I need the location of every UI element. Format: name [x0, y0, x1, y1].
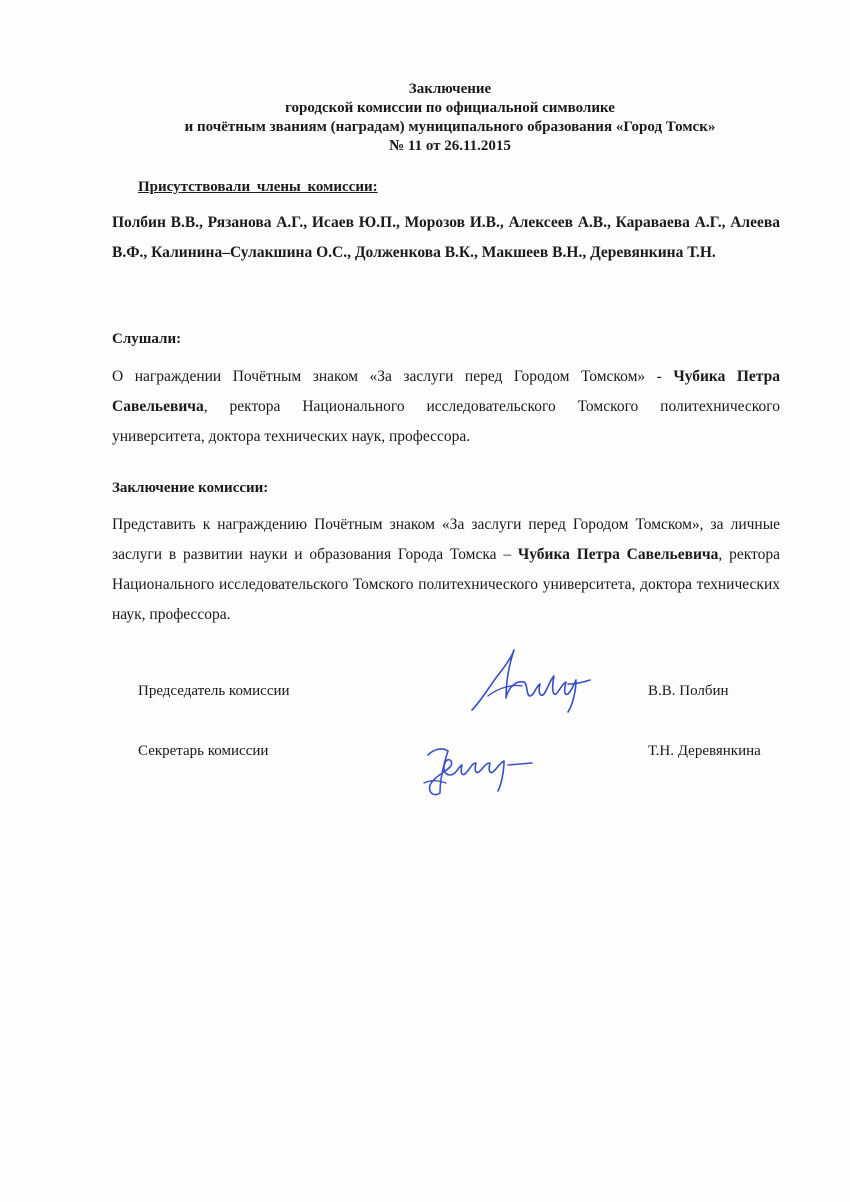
conclusion-title: Заключение комиссии: — [112, 480, 269, 496]
secretary-name: Т.Н. Деревянкина — [648, 743, 761, 759]
present-members-title: Присутствовали члены комиссии: — [138, 179, 378, 195]
conclusion-text-before: Представить к награждению Почётным знаком «За заслуги перед Городом Томском», за личные заслуги в развитии науки и образования Города Томска – — [112, 516, 780, 563]
present-members-list: Полбин В.В., Рязанова А.Г., Исаев Ю.П., Морозов И.В., Алексеев А.В., Караваева А.Г., Алеева В.Ф., Калинина–Сулакшина О.С., Долженкова В.К., Макшеев В.Н., Деревянкина Т.Н. — [112, 214, 780, 261]
secretary-role: Секретарь комиссии — [138, 743, 269, 759]
chair-name: В.В. Полбин — [648, 683, 729, 699]
document-header — [0, 80, 850, 156]
heard-text-before: О награждении Почётным знаком «За заслуги перед Городом Томском» - — [112, 368, 674, 385]
chair-role: Председатель комиссии — [138, 683, 290, 699]
heard-text-after: , ректора Национального исследовательского Томского политехнического университета, доктора технических наук, профессора. — [112, 398, 780, 445]
secretary-signature — [420, 733, 540, 803]
header-municipality: и почётным званиям (наградам) муниципального образования «Город Томск» — [184, 119, 716, 135]
conclusion-awardee-name: Чубика Петра Савельевича — [517, 546, 719, 563]
chair-signature — [468, 640, 593, 720]
header-number-date: № 11 от 26.11.2015 — [389, 138, 511, 154]
heard-paragraph — [112, 362, 780, 452]
heard-awardee-name: Чубика Петра Савельевича — [112, 368, 780, 415]
heard-title: Слушали: — [112, 331, 182, 347]
conclusion-paragraph — [112, 510, 780, 630]
header-title: Заключение — [408, 81, 492, 97]
header-commission: городской комиссии по официальной символике — [285, 100, 615, 116]
conclusion-text-after: , ректора Национального исследовательского Томского политехнического университета, доктора технических наук, профессора. — [112, 546, 780, 623]
